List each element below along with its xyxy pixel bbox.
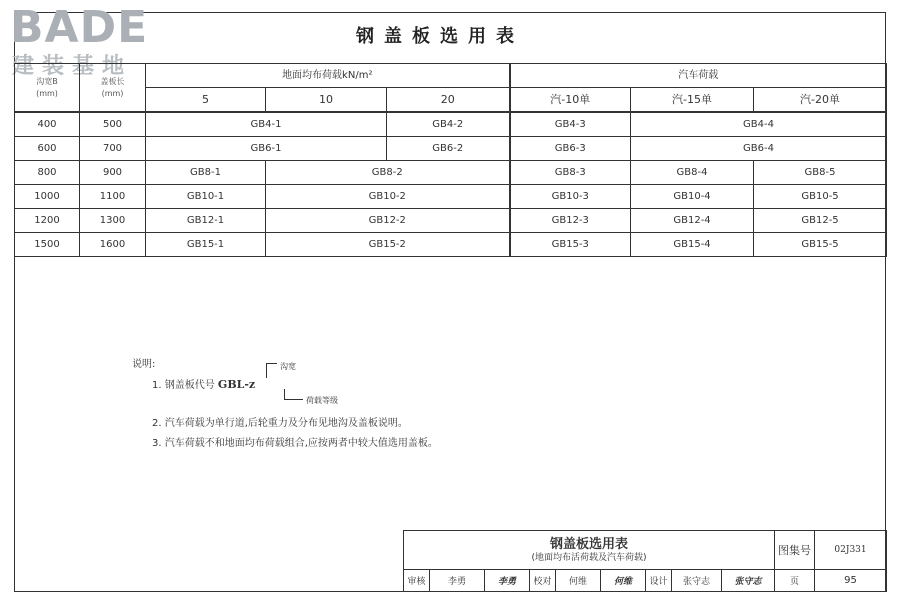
atlas-number: 02J331 [815,531,887,570]
cell-vehicle-10: GB12-3 [510,209,631,233]
cell-vehicle-15: GB15-4 [631,233,754,257]
header-vehicle-load: 汽车荷载 [510,64,887,88]
page-label: 页 [775,570,815,592]
logo-subtitle: 建装基地 [12,54,133,79]
cell-width: 1000 [15,185,80,209]
cell-ground-20: GB6-2 [387,137,510,161]
cell-vehicle-15: GB10-4 [631,185,754,209]
design-label: 设计 [646,570,672,592]
cell-ground-5-10: GB6-1 [146,137,387,161]
atlas-label: 图集号 [775,531,815,570]
table-row [15,185,887,209]
header-vehicle-20: 汽-20单 [754,88,887,113]
cell-vehicle-20: GB12-5 [754,209,887,233]
note-1-annotation-load: 荷载等级 [306,396,338,405]
cell-width: 600 [15,137,80,161]
note-2: 2. 汽车荷载为单行道,后轮重力及分布见地沟及盖板说明。 [152,418,408,429]
cell-length: 900 [80,161,146,185]
cell-ground-5-10: GB4-1 [146,112,387,137]
cell-ground-5: GB12-1 [146,209,266,233]
cell-vehicle-15-20: GB4-4 [631,112,887,137]
note-1-prefix: 1. 钢盖板代号 [152,380,215,391]
table-row [15,233,887,257]
header-cover-length [80,64,146,113]
cell-length: 500 [80,112,146,137]
header-ground-5: 5 [146,88,266,113]
cell-ground-10-20: GB10-2 [266,185,510,209]
check-label: 校对 [530,570,556,592]
header-trench-width-unit: (mm) [36,88,58,98]
check-signature: 何维 [601,570,646,592]
header-vehicle-15: 汽-15单 [631,88,754,113]
title-block-subtitle: (地面均布活荷载及汽车荷载) [531,552,647,563]
header-ground-10: 10 [266,88,387,113]
cell-ground-10-20: GB8-2 [266,161,510,185]
table-row [15,161,887,185]
cell-ground-20: GB4-2 [387,112,510,137]
cell-ground-5: GB15-1 [146,233,266,257]
cell-length: 1300 [80,209,146,233]
cell-vehicle-15: GB12-4 [631,209,754,233]
table-row [15,112,887,137]
design-name: 张守志 [672,570,722,592]
check-name: 何维 [556,570,601,592]
cell-vehicle-20: GB8-5 [754,161,887,185]
cell-ground-5: GB8-1 [146,161,266,185]
cover-selection-table [14,63,887,257]
cell-ground-10-20: GB12-2 [266,209,510,233]
header-ground-20: 20 [387,88,510,113]
code-bracket-top [266,363,277,378]
code-bracket-bottom [284,389,303,400]
header-cover-length-unit: (mm) [101,88,124,98]
cell-width: 1500 [15,233,80,257]
logo-brand: BADE [10,2,149,53]
cell-vehicle-15-20: GB6-4 [631,137,887,161]
page-number: 95 [815,570,887,592]
cell-vehicle-15: GB8-4 [631,161,754,185]
header-row-1 [15,64,887,88]
cell-vehicle-20: GB10-5 [754,185,887,209]
header-ground-load: 地面均布荷载kN/m² [146,64,510,88]
review-name: 李勇 [430,570,485,592]
cell-ground-10-20: GB15-2 [266,233,510,257]
cell-length: 1600 [80,233,146,257]
cell-vehicle-10: GB15-3 [510,233,631,257]
cell-vehicle-10: GB4-3 [510,112,631,137]
header-cover-length-label: 盖板长 [100,76,125,86]
header-vehicle-10: 汽-10单 [510,88,631,113]
header-row-2 [15,88,887,113]
design-signature: 张守志 [722,570,775,592]
cell-width: 400 [15,112,80,137]
title-block [403,530,887,592]
cell-width: 1200 [15,209,80,233]
notes [132,355,438,454]
review-label: 审核 [404,570,430,592]
table-row [15,137,887,161]
note-1-annotation-width: 沟宽 [280,362,296,371]
cell-vehicle-10: GB8-3 [510,161,631,185]
note-3: 3. 汽车荷载不和地面均布荷载组合,应按两者中较大值选用盖板。 [152,438,438,449]
note-1-code: GBL-z [217,378,256,391]
cell-width: 800 [15,161,80,185]
cell-length: 700 [80,137,146,161]
cell-length: 1100 [80,185,146,209]
cell-ground-5: GB10-1 [146,185,266,209]
title-block-title: 钢盖板选用表 [550,536,629,552]
table-row [15,209,887,233]
cell-vehicle-10: GB6-3 [510,137,631,161]
title-block-title-cell [404,531,775,570]
cell-vehicle-10: GB10-3 [510,185,631,209]
review-signature: 李勇 [485,570,530,592]
title-block-row-1 [404,531,887,570]
notes-heading: 说明: [132,359,156,370]
header-trench-width-label: 沟宽B [36,76,58,86]
header-trench-width [15,64,80,113]
cell-vehicle-20: GB15-5 [754,233,887,257]
title-block-row-2 [404,570,887,592]
page-title: 钢盖板选用表 [356,26,524,47]
